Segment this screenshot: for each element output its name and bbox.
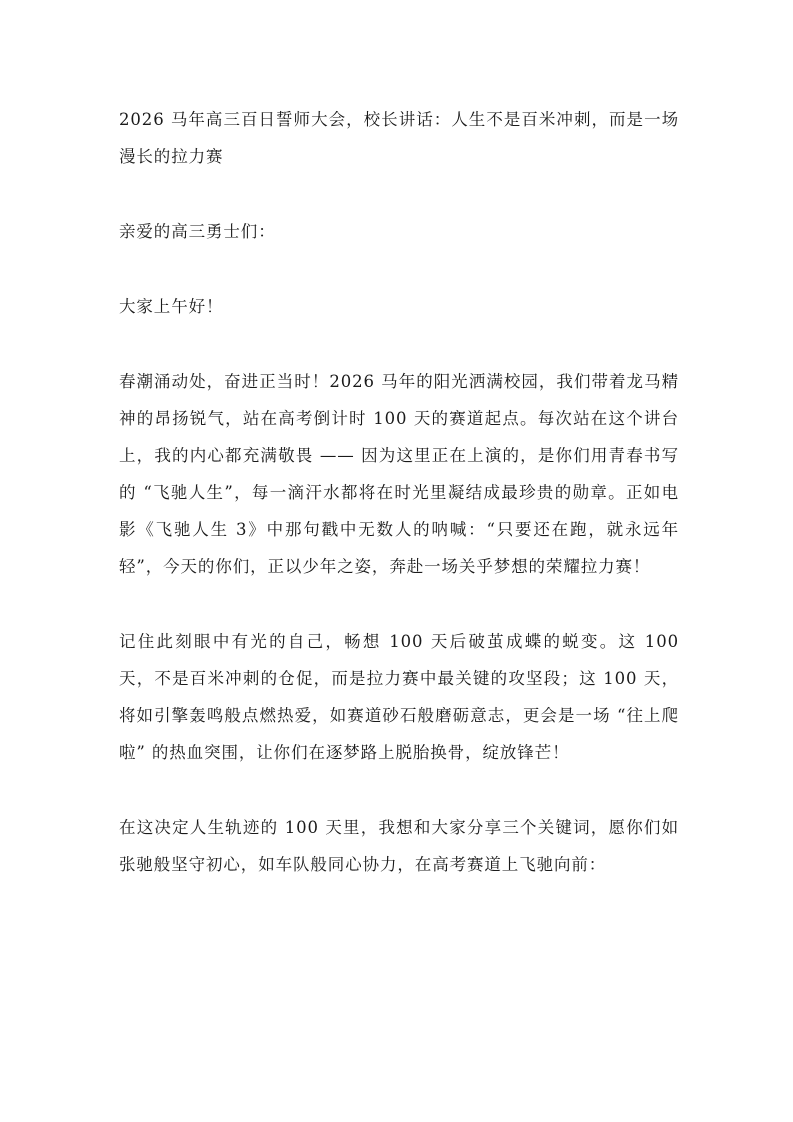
document-title: 2026 马年高三百日誓师大会，校长讲话：人生不是百米冲刺，而是一场漫长的拉力赛 xyxy=(119,110,679,166)
document-page xyxy=(119,101,679,883)
paragraph-keywords-intro: 在这决定人生轨迹的 100 天里，我想和大家分享三个关键词，愿你们如张驰般坚守初心，如车队般同心协力，在高考赛道上飞驰向前： xyxy=(119,818,679,874)
greeting: 大家上午好！ xyxy=(119,297,224,316)
salutation: 亲爱的高三勇士们： xyxy=(119,222,276,241)
paragraph-opening: 春潮涌动处，奋进正当时！2026 马年的阳光洒满校园，我们带着龙马精神的昂扬锐气，站在高考倒计时 100 天的赛道起点。每次站在这个讲台上，我的内心都充满敬畏 —— 因为这里正在上演的，是你们用青春书写的 “飞驰人生”，每一滴汗水都将在时光里凝结成最珍贵的勋章。正如电影《飞驰人生 3》中那句戳中无数人的呐喊：“只要还在跑，就永远年轻”，今天的你们，正以少年之姿，奔赴一场关乎梦想的荣耀拉力赛！ xyxy=(119,372,679,576)
paragraph-100-days: 记住此刻眼中有光的自己，畅想 100 天后破茧成蝶的蜕变。这 100 天，不是百米冲刺的仓促，而是拉力赛中最关键的攻坚段；这 100 天，将如引擎轰鸣般点燃热爱，如赛道砂石般磨砺意志，更会是一场 “往上爬啦” 的热血突围，让你们在逐梦路上脱胎换骨，绽放锋芒！ xyxy=(119,632,679,762)
